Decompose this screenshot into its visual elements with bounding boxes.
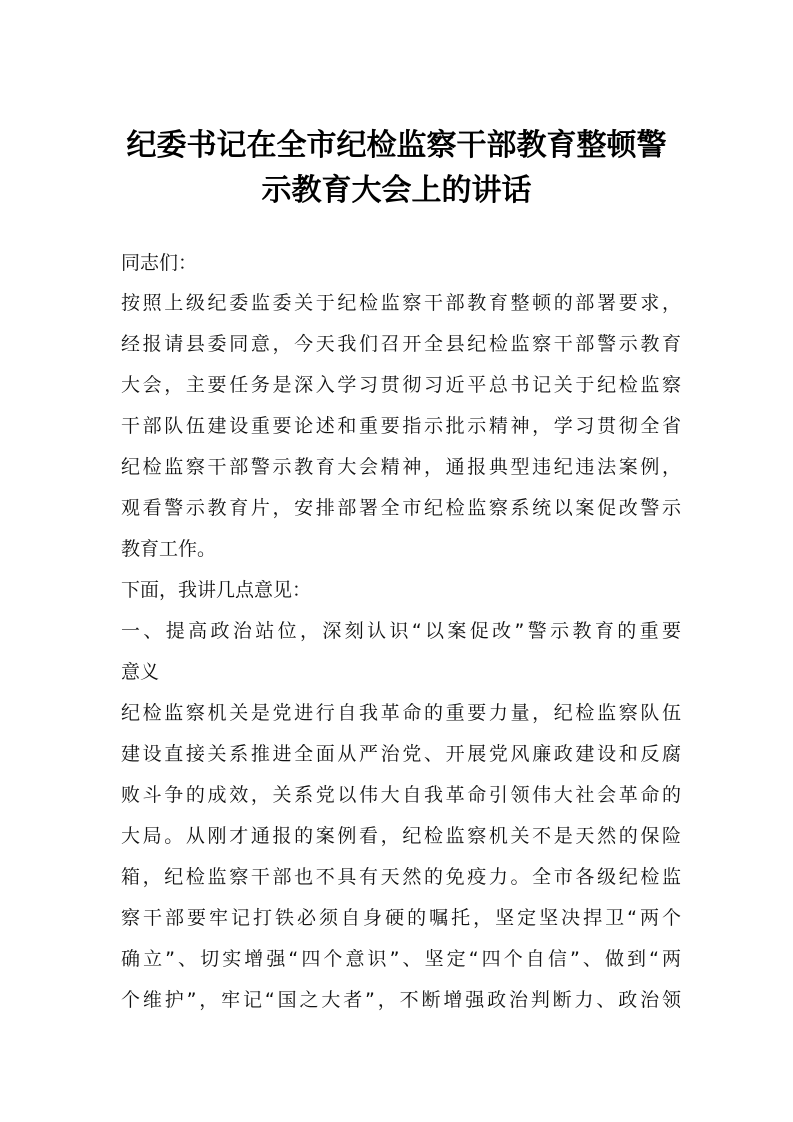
body-line: 察干部要牢记打铁必须自身硬的嘱托，坚定坚决捍卫“两个	[121, 907, 681, 929]
body-line: 观看警示教育片，安排部署全市纪检监察系统以案促改警示	[121, 497, 681, 519]
body-line: 大局。从刚才通报的案例看，纪检监察机关不是天然的保险	[121, 825, 681, 847]
document-title-line-2: 示教育大会上的讲话	[261, 173, 532, 208]
body-line: 干部队伍建设重要论述和重要指示批示精神，学习贯彻全省	[121, 415, 681, 437]
document-title-line-1: 纪委书记在全市纪检监察干部教育整顿警	[126, 128, 667, 163]
section-heading: 一、提高政治站位，深刻认识“以案促改”警示教育的重要	[121, 620, 681, 642]
body-line: 经报请县委同意，今天我们召开全县纪检监察干部警示教育	[121, 333, 681, 355]
body-line: 下面，我讲几点意见：	[121, 579, 312, 601]
body-line: 按照上级纪委监委关于纪检监察干部教育整顿的部署要求，	[121, 292, 681, 314]
body-line: 教育工作。	[121, 538, 217, 560]
salutation: 同志们：	[121, 252, 198, 274]
body-line: 大会，主要任务是深入学习贯彻习近平总书记关于纪检监察	[121, 374, 681, 396]
body-line: 个维护”，牢记“国之大者”，不断增强政治判断力、政治领	[121, 989, 681, 1011]
body-line: 败斗争的成效，关系党以伟大自我革命引领伟大社会革命的	[121, 784, 681, 806]
body-line: 纪检监察干部警示教育大会精神，通报典型违纪违法案例，	[121, 456, 681, 478]
body-line: 建设直接关系推进全面从严治党、开展党风廉政建设和反腐	[121, 743, 681, 765]
body-line: 确立”、切实增强“四个意识”、坚定“四个自信”、做到“两	[121, 948, 681, 970]
section-heading: 意义	[121, 661, 160, 683]
body-line: 纪检监察机关是党进行自我革命的重要力量，纪检监察队伍	[121, 702, 681, 724]
body-line: 箱，纪检监察干部也不具有天然的免疫力。全市各级纪检监	[121, 866, 681, 888]
